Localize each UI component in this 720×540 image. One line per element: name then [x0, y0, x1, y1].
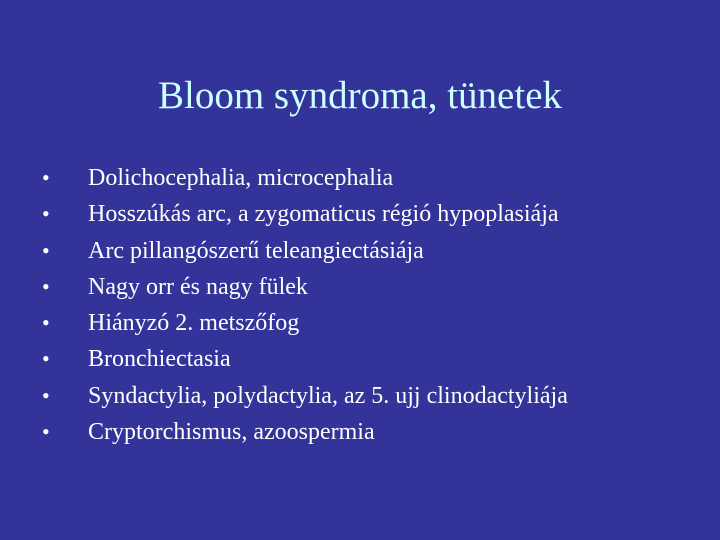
- bullet-icon: •: [42, 419, 50, 445]
- list-item-text: Hiányzó 2. metszőfog: [88, 310, 300, 337]
- list-item: [42, 378, 568, 414]
- list-item-text: Hosszúkás arc, a zygomaticus régió hypoplasiája: [88, 201, 559, 228]
- bullet-icon: •: [42, 273, 50, 299]
- bullet-icon: •: [42, 165, 50, 190]
- slide-title: Bloom syndroma, tünetek: [157, 74, 563, 117]
- list-item-text: Arc pillangószerű teleangiectásiája: [88, 237, 424, 264]
- list-item: [42, 160, 568, 196]
- bullet-icon: •: [42, 346, 50, 372]
- bullet-list: [42, 160, 568, 450]
- list-item-text: Bronchiectasia: [88, 346, 231, 373]
- bullet-icon: •: [42, 310, 50, 336]
- bullet-icon: •: [42, 201, 50, 227]
- bullet-icon: •: [42, 237, 50, 263]
- list-item-text: Dolichocephalia, microcephalia: [88, 165, 394, 191]
- list-item-text: Nagy orr és nagy fülek: [88, 273, 308, 300]
- list-item-text: Cryptorchismus, azoospermia: [88, 419, 375, 446]
- list-item: [42, 414, 568, 450]
- list-item: [42, 269, 568, 305]
- list-item: [42, 196, 568, 232]
- list-item: [42, 305, 568, 341]
- list-item: [42, 341, 568, 377]
- list-item-text: Syndactylia, polydactylia, az 5. ujj clinodactyliája: [88, 382, 568, 409]
- list-item: [42, 233, 568, 269]
- bullet-icon: •: [42, 382, 50, 408]
